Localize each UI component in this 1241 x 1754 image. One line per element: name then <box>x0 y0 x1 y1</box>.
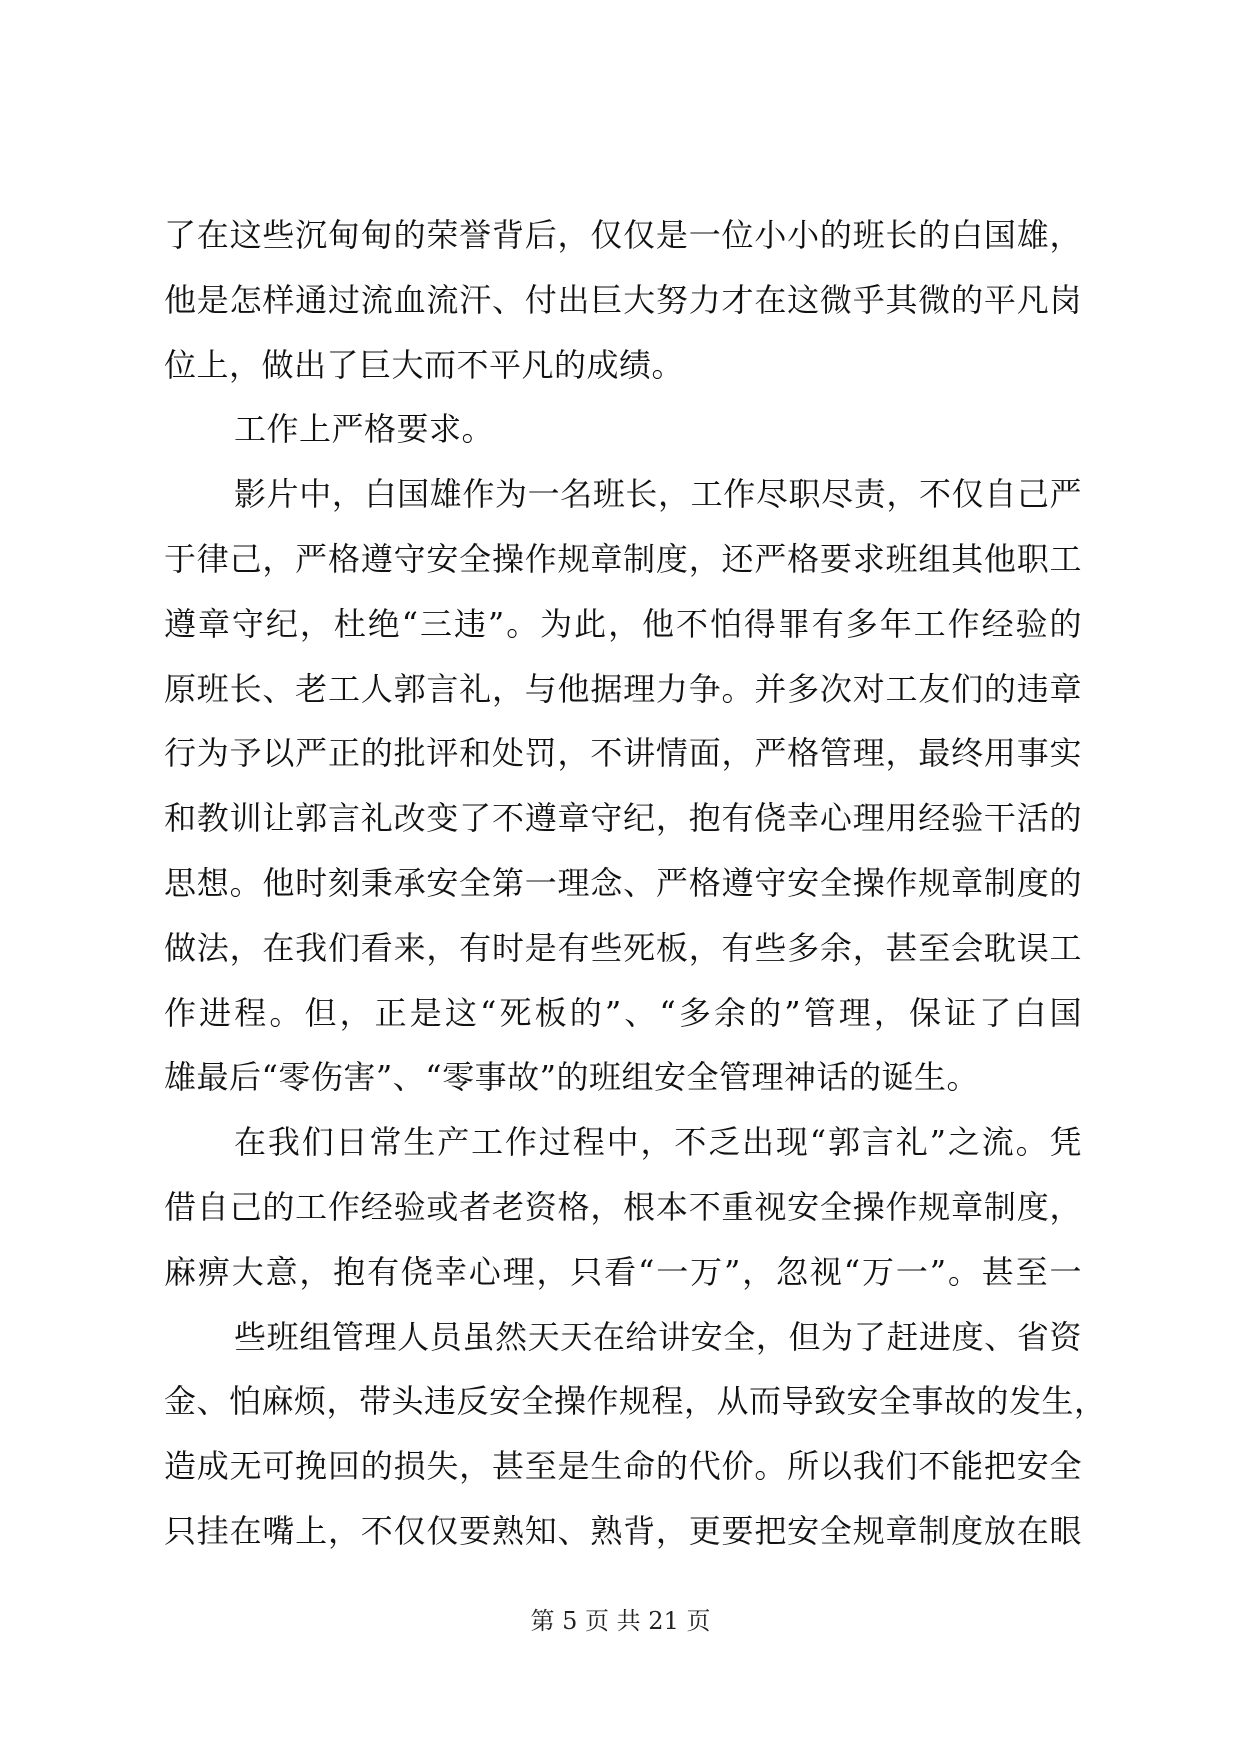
text-line: 造成无可挽回的损失，甚至是生命的代价。所以我们不能把安全 <box>164 1447 1082 1486</box>
text-line: 和教训让郭言礼改变了不遵章守纪，抱有侥幸心理用经验干活的 <box>164 799 1082 838</box>
text-line: 遵章守纪，杜绝“三违”。为此，他不怕得罪有多年工作经验的 <box>164 604 1082 643</box>
text-line: 作进程。但，正是这“死板的”、“多余的”管理，保证了白国 <box>164 993 1082 1032</box>
text-line: 麻痹大意，抱有侥幸心理，只看“一万”，忽视“万一”。甚至一 <box>164 1252 1082 1291</box>
page-number-footer: 第 5 页 共 21 页 <box>530 1607 711 1635</box>
text-line: 行为予以严正的批评和处罚，不讲情面，严格管理，最终用事实 <box>164 734 1082 773</box>
text-line: 他是怎样通过流血流汗、付出巨大努力才在这微乎其微的平凡岗 <box>164 280 1082 319</box>
text-line: 做法，在我们看来，有时是有些死板，有些多余，甚至会耽误工 <box>164 928 1082 967</box>
text-line: 原班长、老工人郭言礼，与他据理力争。并多次对工友们的违章 <box>164 669 1082 708</box>
text-line: 在我们日常生产工作过程中，不乏出现“郭言礼”之流。凭 <box>234 1123 1082 1162</box>
text-line: 雄最后“零伤害”、“零事故”的班组安全管理神话的诞生。 <box>164 1058 979 1097</box>
document-body <box>164 203 1107 1564</box>
text-line: 借自己的工作经验或者老资格，根本不重视安全操作规章制度， <box>164 1187 1082 1226</box>
text-line: 工作上严格要求。 <box>234 410 495 449</box>
text-line: 位上，做出了巨大而不平凡的成绩。 <box>164 345 685 384</box>
text-line: 只挂在嘴上，不仅仅要熟知、熟背，更要把安全规章制度放在眼 <box>164 1511 1082 1550</box>
text-line: 于律己，严格遵守安全操作规章制度，还严格要求班组其他职工 <box>164 539 1082 578</box>
text-line: 金、怕麻烦，带头违反安全操作规程，从而导致安全事故的发生， <box>164 1382 1107 1421</box>
text-line: 些班组管理人员虽然天天在给讲安全，但为了赶进度、省资 <box>234 1317 1082 1356</box>
text-line: 影片中，白国雄作为一名班长，工作尽职尽责，不仅自己严 <box>234 475 1082 514</box>
text-line: 了在这些沉甸甸的荣誉背后，仅仅是一位小小的班长的白国雄， <box>164 216 1082 254</box>
text-line: 思想。他时刻秉承安全第一理念、严格遵守安全操作规章制度的 <box>164 863 1082 902</box>
